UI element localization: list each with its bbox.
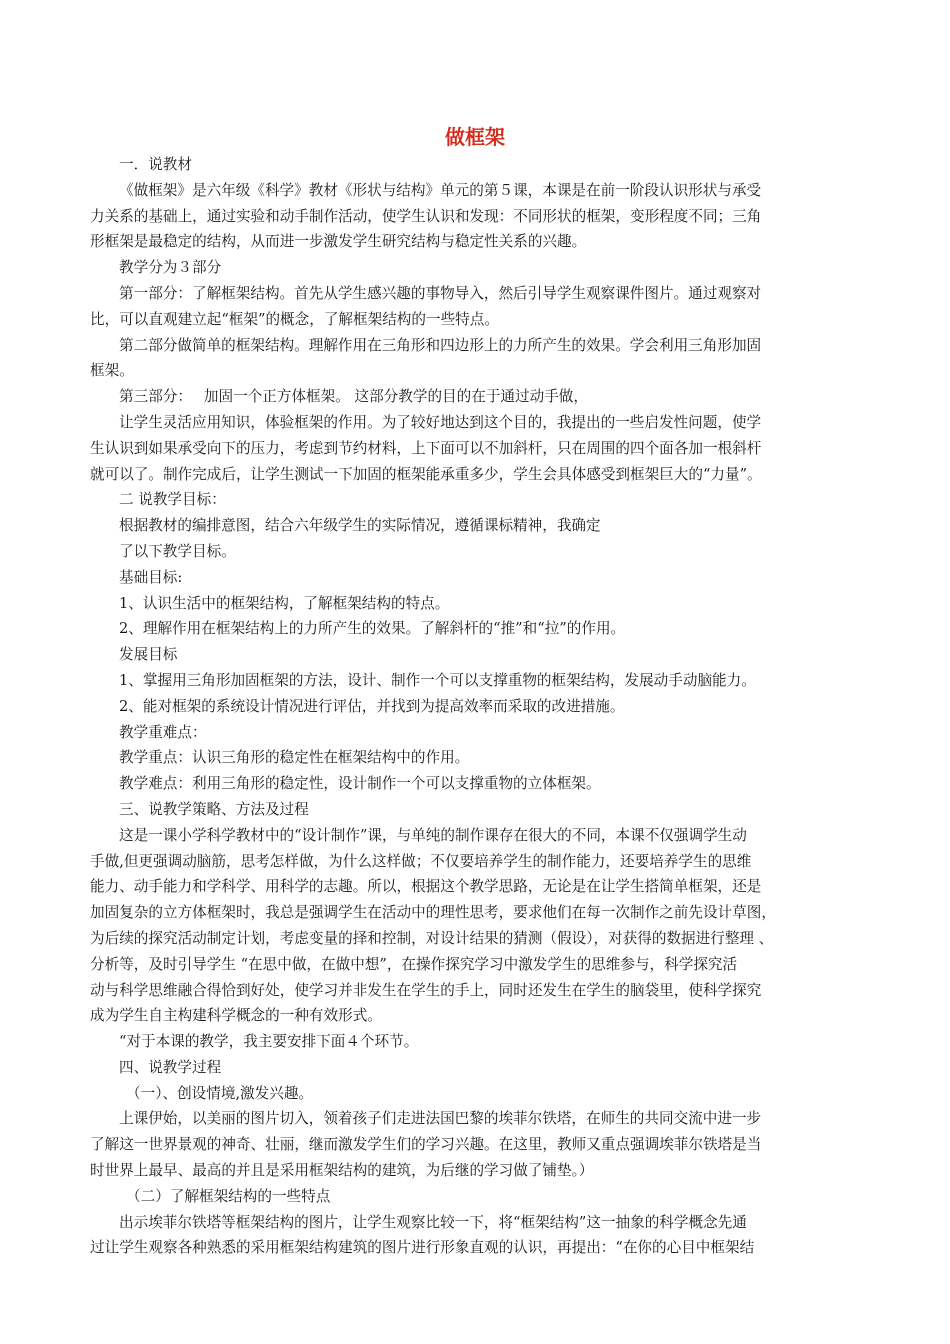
paragraph-line: 加固复杂的立方体框架时，我总是强调学生在活动中的理性思考，要求他们在每一次制作之前先设计草图，: [90, 904, 776, 922]
paragraph-line: 教学分为３部分: [119, 259, 222, 277]
paragraph-line: 为后续的探究活动制定计划，考虑变量的择和控制，对设计结果的猜测（假设），对获得的数据进行整理 、: [90, 929, 774, 947]
section-heading: 三、说教学策略、方法及过程: [119, 800, 309, 818]
list-item: 1、掌握用三角形加固框架的方法，设计、制作一个可以支撑重物的框架结构，发展动手动脑能力。: [119, 671, 756, 689]
paragraph-line: “对于本课的教学，我主要安排下面４个环节。: [119, 1033, 419, 1051]
paragraph-line: 《做框架》是六年级《科学》教材《形状与结构》单元的第５课，本课是在前一阶段认识形状与承受: [119, 181, 762, 199]
section-heading: 二 说教学目标：: [119, 491, 226, 509]
paragraph-line: 生认识到如果承受向下的压力，考虑到节约材料，上下面可以不加斜杆，只在周围的四个面各加一根斜杆: [90, 439, 762, 457]
paragraph-line: 力关系的基础上，通过实验和动手制作活动，使学生认识和发现：不同形状的框架，变形程度不同；三角: [90, 207, 762, 225]
paragraph-line: 第二部分做简单的框架结构。理解作用在三角形和四边形上的力所产生的效果。学会利用三角形加固: [119, 336, 762, 354]
subheading: （一）、创设情境,激发兴趣。: [126, 1084, 314, 1102]
paragraph-line: 分析等，及时引导学生 “在思中做，在做中想”，在操作探究学习中激发学生的思维参与，科学探究活: [90, 955, 738, 973]
section-heading: 四、说教学过程: [119, 1058, 222, 1076]
paragraph-line: 比，可以直观建立起“框架”的概念，了解框架结构的一些特点。: [90, 310, 499, 328]
list-item: 2、能对框架的系统设计情况进行评估，并找到为提高效率而采取的改进措施。: [119, 697, 625, 715]
subheading: 教学重难点：: [119, 723, 207, 741]
paragraph-line: 出示埃菲尔铁塔等框架结构的图片，让学生观察比较一下，将“框架结构”这一抽象的科学概念先通: [119, 1213, 747, 1231]
paragraph-line: 这是一课小学科学教材中的“设计制作”课，与单纯的制作课存在很大的不同，本课不仅强调学生动: [119, 826, 747, 844]
paragraph-line: 成为学生自主构建科学概念的一种有效形式。: [90, 1007, 382, 1025]
paragraph-line: 就可以了。制作完成后，让学生测试一下加固的框架能承重多少，学生会具体感受到框架巨大的“力量”。: [90, 465, 762, 483]
section-heading: 一．说教材: [119, 156, 192, 173]
subheading: 基础目标:: [119, 568, 183, 586]
list-item: 2、理解作用在框架结构上的力所产生的效果。了解斜杆的“推”和“拉”的作用。: [119, 620, 626, 638]
paragraph-line: 了以下教学目标。: [119, 542, 236, 560]
paragraph-line: 了解这一世界景观的神奇、壮丽，继而激发学生们的学习兴趣。在这里，教师又重点强调埃菲尔铁塔是当: [90, 1136, 762, 1154]
paragraph-line: 能力、动手能力和学科学、用科学的志趣。所以，根据这个教学思路，无论是在让学生搭简单框架，还是: [90, 878, 762, 896]
list-item: 1、认识生活中的框架结构，了解框架结构的特点。: [119, 594, 450, 612]
paragraph-line: 让学生灵活应用知识，体验框架的作用。为了较好地达到这个目的，我提出的一些启发性问题，使学: [119, 413, 762, 431]
paragraph-line: 教学重点：认识三角形的稳定性在框架结构中的作用。: [119, 749, 470, 767]
paragraph-line: 上课伊始，以美丽的图片切入，领着孩子们走进法国巴黎的埃菲尔铁塔，在师生的共同交流中进一步: [119, 1110, 762, 1128]
paragraph-line: 时世界上最早、最高的并且是采用框架结构的建筑，为后继的学习做了铺垫。）: [90, 1162, 594, 1180]
subheading: （二）了解框架结构的一些特点: [126, 1187, 331, 1205]
paragraph-line: 第一部分：了解框架结构。首先从学生感兴趣的事物导入，然后引导学生观察课件图片。通过观察对: [119, 284, 762, 302]
subheading: 发展目标: [119, 646, 178, 664]
paragraph-line: 手做,但更强调动脑筋，思考怎样做，为什么这样做；不仅要培养学生的制作能力，还要培养学生的思维: [90, 852, 752, 870]
paragraph-line: 教学难点：利用三角形的稳定性，设计制作一个可以支撑重物的立体框架。: [119, 775, 601, 793]
paragraph-line: 框架。: [90, 362, 134, 380]
document-body: [90, 152, 865, 1261]
paragraph-line: 形框架是最稳定的结构，从而进一步激发学生研究结构与稳定性关系的兴趣。: [90, 233, 587, 251]
paragraph-line: 根据教材的编排意图，结合六年级学生的实际情况，遵循课标精神，我确定: [119, 517, 601, 535]
document-title: 做框架: [445, 125, 505, 149]
paragraph-line: 动与科学思维融合得恰到好处，使学习并非发生在学生的手上，同时还发生在学生的脑袋里，使科学探究: [90, 981, 762, 999]
paragraph-line: 过让学生观察各种熟悉的采用框架结构建筑的图片进行形象直观的认识，再提出：“在你的心目中框架结: [90, 1239, 755, 1257]
paragraph-line: 第三部分： 加固一个正方体框架。 这部分教学的目的在于通过动手做，: [119, 388, 588, 406]
